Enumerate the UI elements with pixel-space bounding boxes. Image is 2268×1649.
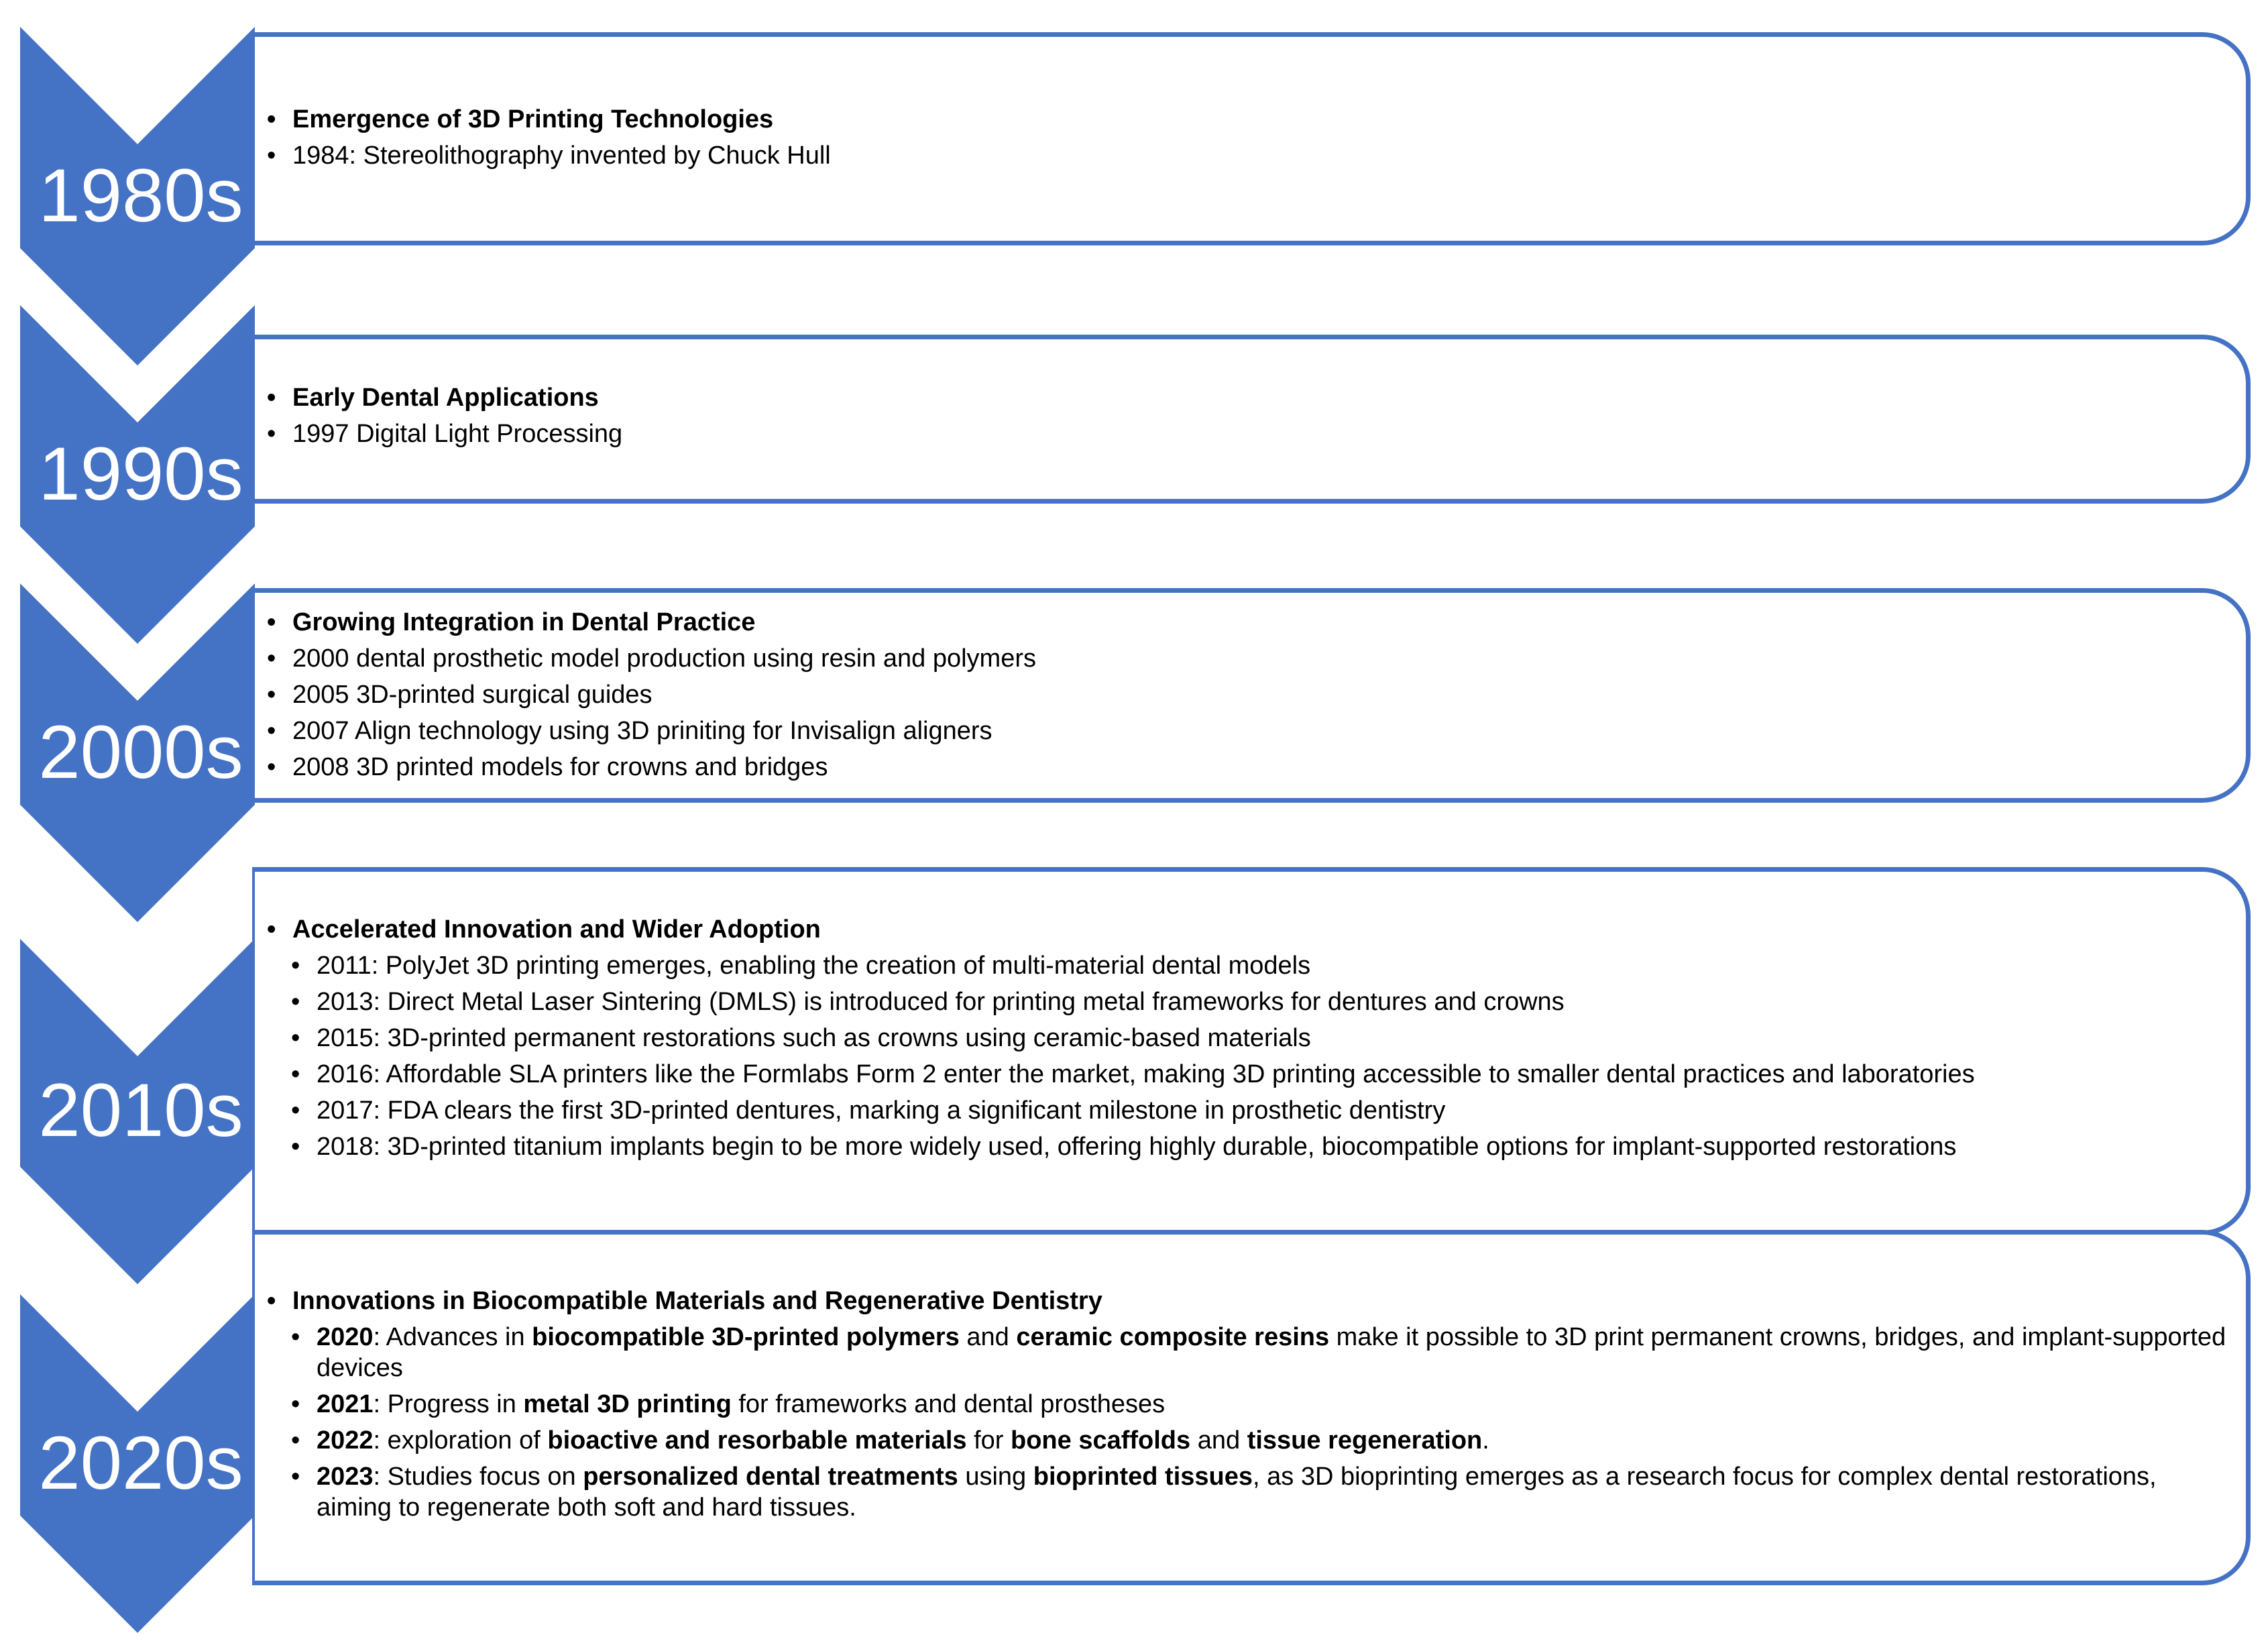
era-items-2000s <box>266 607 2230 788</box>
list-item: • 2023: Studies focus on personalized dental treatments using bioprinted tissues, as 3D bioprinting emerges as a research focus for complex dental restorations, aiming to regenerate both soft and hard tissues. <box>290 1461 2230 1523</box>
era-heading-1980s: • Emergence of 3D Printing Technologies <box>266 104 2230 135</box>
era-label-2000s: 2000s <box>38 710 243 794</box>
list-item: • 2020: Advances in biocompatible 3D-printed polymers and ceramic composite resins make it possible to 3D print permanent crowns, bridges, and implant-supported devices <box>290 1322 2230 1383</box>
era-items-2010s <box>266 914 2230 1168</box>
list-item: • 1984: Stereolithography invented by Chuck Hull <box>266 140 2230 171</box>
list-item: • 2013: Direct Metal Laser Sintering (DMLS) is introduced for printing metal frameworks for dentures and crowns <box>290 986 2230 1017</box>
list-item: • 2005 3D-printed surgical guides <box>266 679 2230 710</box>
era-label-1980s: 1980s <box>38 154 243 237</box>
list-item: • 2008 3D printed models for crowns and bridges <box>266 752 2230 783</box>
era-heading-1990s: • Early Dental Applications <box>266 382 2230 413</box>
list-item: • 2015: 3D-printed permanent restorations such as crowns using ceramic-based materials <box>290 1023 2230 1054</box>
era-label-2020s: 2020s <box>38 1421 243 1505</box>
list-item: • 2021: Progress in metal 3D printing for frameworks and dental prostheses <box>290 1389 2230 1420</box>
era-label-1990s: 1990s <box>38 432 243 516</box>
list-item: • 2016: Affordable SLA printers like the Formlabs Form 2 enter the market, making 3D printing accessible to smaller dental practices and laboratories <box>290 1059 2230 1090</box>
era-items-1990s <box>266 382 2230 455</box>
era-items-2020s <box>266 1286 2230 1528</box>
list-item: • 2000 dental prosthetic model production using resin and polymers <box>266 643 2230 674</box>
list-item: • 2022: exploration of bioactive and resorbable materials for bone scaffolds and tissue regeneration. <box>290 1425 2230 1456</box>
list-item: • 2018: 3D-printed titanium implants begin to be more widely used, offering highly durable, biocompatible options for implant-supported restorations <box>290 1131 2230 1162</box>
era-heading-2010s: • Accelerated Innovation and Wider Adoption <box>266 914 2230 945</box>
list-item: • 2007 Align technology using 3D priniting for Invisalign aligners <box>266 716 2230 746</box>
era-heading-2000s: • Growing Integration in Dental Practice <box>266 607 2230 638</box>
era-items-1980s <box>266 104 2230 176</box>
list-item: • 1997 Digital Light Processing <box>266 418 2230 449</box>
list-item: • 2011: PolyJet 3D printing emerges, enabling the creation of multi-material dental models <box>290 950 2230 981</box>
list-item: • 2017: FDA clears the first 3D-printed dentures, marking a significant milestone in prosthetic dentistry <box>290 1095 2230 1126</box>
era-label-2010s: 2010s <box>38 1068 243 1152</box>
era-heading-2020s: • Innovations in Biocompatible Materials and Regenerative Dentistry <box>266 1286 2230 1316</box>
